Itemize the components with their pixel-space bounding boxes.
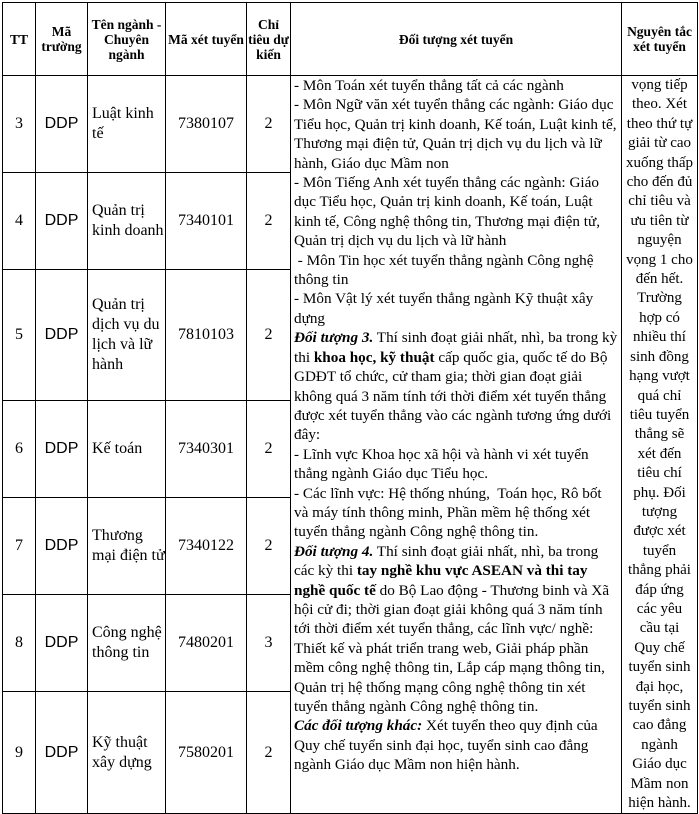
doi-tuong-line: - Môn Toán xét tuyển thẳng tất cả các ngành [294, 77, 564, 94]
table-row [3, 76, 698, 173]
row-ma-xet-tuyen: 7340122 [166, 498, 247, 595]
row-tt: 8 [3, 595, 36, 692]
row-ma-xet-tuyen: 7340301 [166, 401, 247, 498]
doi-tuong-line: - Môn Tiếng Anh xét tuyển thẳng các ngành: Giáo dục Tiểu học, Quản trị kinh doanh, Kế toán, Luật kinh tế, Công nghệ thông tin, Thương mại điện tử, Quản trị dịch vụ du lịch và lữ hành [294, 174, 601, 250]
row-ten-nganh: Luật kinh tế [88, 76, 166, 173]
row-ten-nganh: Kế toán [88, 401, 166, 498]
row-ma-truong: DDP [36, 269, 88, 400]
header-row [3, 3, 698, 76]
row-tt: 4 [3, 172, 36, 269]
row-ma-xet-tuyen: 7580201 [166, 692, 247, 814]
row-ma-truong: DDP [36, 692, 88, 814]
header-nguyen-tac: Nguyên tắc xét tuyển [622, 3, 698, 76]
row-tt: 3 [3, 76, 36, 173]
header-ma-truong: Mã trường [36, 3, 88, 76]
row-ma-xet-tuyen: 7380107 [166, 76, 247, 173]
row-chi-tieu: 2 [247, 401, 291, 498]
row-ma-truong: DDP [36, 172, 88, 269]
row-ten-nganh: Quản trị dịch vụ du lịch và lữ hành [88, 269, 166, 400]
row-ma-xet-tuyen: 7480201 [166, 595, 247, 692]
doi-tuong-line: - Môn Vật lý xét tuyển thẳng ngành Kỹ thuật xây dựng [294, 290, 594, 327]
row-tt: 7 [3, 498, 36, 595]
row-tt: 5 [3, 269, 36, 400]
doi-tuong-khac-label: Các đối tượng khác: [294, 717, 423, 735]
row-ma-truong: DDP [36, 498, 88, 595]
doi-tuong-4: Đối tượng 4. Thí sinh đoạt giải nhất, nhì, ba trong các kỳ thi tay nghề khu vực ASEAN và thi tay nghề quốc tế do Bộ Lao động - Thương binh và Xã hội cử đi; thời gian đoạt giải không quá 3 năm tính tới thời điểm xét tuyển thẳng, các lĩnh vực/ nghề: Thiết kế và phát triển trang web, Giải pháp phần mềm công nghệ thông tin, Lắp cáp mạng thông tin, Quản trị hệ thống mạng công nghệ thông tin xét tuyển thẳng ngành Công nghệ thông tin. [294, 542, 613, 715]
nguyen-tac-cell: vọng tiếp theo. Xét theo thứ tự giải từ cao xuống thấp cho đến đủ chỉ tiêu và ưu tiên từ nguyện vọng 1 cho đến hết. Trường hợp có nhiều thí sinh đồng hạng vượt quá chỉ tiêu tuyển thẳng sẽ xét đến tiêu chí phụ. Đối tượng được xét tuyển thẳng phải đáp ứng các yêu cầu tại Quy chế tuyển sinh đại học, tuyển sinh cao đẳng ngành Giáo dục Mầm non hiện hành. [622, 76, 698, 814]
admission-table [2, 2, 698, 814]
doi-tuong-3-label: Đối tượng 3. [294, 329, 374, 347]
doi-tuong-4-label: Đối tượng 4. [294, 542, 374, 560]
row-ten-nganh: Thương mại điện tử [88, 498, 166, 595]
row-chi-tieu: 2 [247, 498, 291, 595]
doi-tuong-line: - Các lĩnh vực: Hệ thống nhúng, Toán học, Rô bốt và máy tính thông minh, Phần mềm hệ thống xét tuyển thẳng ngành Công nghệ thông tin. [294, 484, 606, 541]
header-tt: TT [3, 3, 36, 76]
row-chi-tieu: 3 [247, 595, 291, 692]
doi-tuong-3-bold: khoa học, kỹ thuật [313, 348, 435, 366]
row-chi-tieu: 2 [247, 76, 291, 173]
doi-tuong-cell [291, 76, 622, 814]
row-ma-truong: DDP [36, 76, 88, 173]
doi-tuong-line: - Môn Ngữ văn xét tuyển thẳng các ngành: Giáo dục Tiểu học, Quản trị kinh doanh, Kế toán, Luật kinh tế, Thương mại điện tử, Quản trị dịch vụ du lịch và lữ hành, Giáo dục Mầm non [294, 96, 617, 172]
header-chi-tieu: Chỉ tiêu dự kiến [247, 3, 291, 76]
row-tt: 6 [3, 401, 36, 498]
doi-tuong-3: Đối tượng 3. Thí sinh đoạt giải nhất, nhì, ba trong kỳ thi khoa học, kỹ thuật cấp quốc gia, quốc tế do Bộ GDĐT tổ chức, cử tham gia; thời gian đoạt giải không quá 3 năm tính tới thời điểm xét tuyển thẳng được xét tuyển thẳng vào các ngành tương ứng dưới đây: [294, 329, 622, 444]
row-ten-nganh: Kỹ thuật xây dựng [88, 692, 166, 814]
doi-tuong-line: - Môn Tin học xét tuyển thẳng ngành Công nghệ thông tin [294, 251, 598, 289]
row-ma-truong: DDP [36, 595, 88, 692]
doi-tuong-khac: Các đối tượng khác: Xét tuyển theo quy định của Quy chế tuyển sinh đại học, tuyển sinh cao đẳng ngành Giáo dục Mầm non hiện hành. [294, 717, 602, 774]
doi-tuong-line: - Lĩnh vực Khoa học xã hội và hành vi xét tuyển thẳng ngành Giáo dục Tiểu học. [294, 445, 589, 483]
doi-tuong-4-bold: tay nghề khu vực ASEAN và thi tay nghề quốc tế [294, 562, 588, 599]
row-chi-tieu: 2 [247, 172, 291, 269]
row-ten-nganh: Công nghệ thông tin [88, 595, 166, 692]
row-tt: 9 [3, 692, 36, 814]
header-ten-nganh: Tên ngành - Chuyên ngành [88, 3, 166, 76]
header-ma-xet-tuyen: Mã xét tuyển [166, 3, 247, 76]
row-ma-truong: DDP [36, 401, 88, 498]
row-ma-xet-tuyen: 7810103 [166, 269, 247, 400]
row-ten-nganh: Quản trị kinh doanh [88, 172, 166, 269]
header-doi-tuong: Đối tượng xét tuyển [291, 3, 622, 76]
row-chi-tieu: 2 [247, 692, 291, 814]
row-ma-xet-tuyen: 7340101 [166, 172, 247, 269]
row-chi-tieu: 2 [247, 269, 291, 400]
